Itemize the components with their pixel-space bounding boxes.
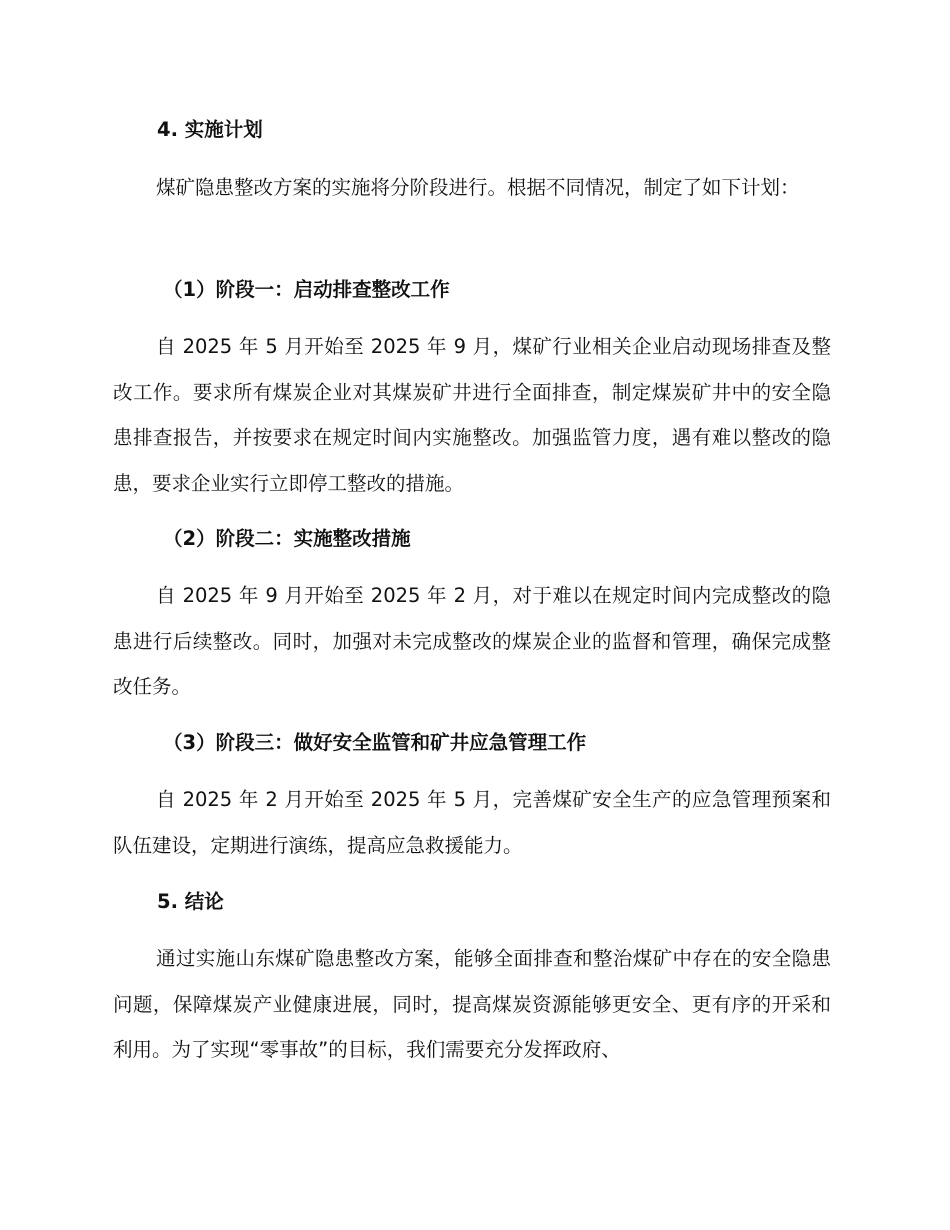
phase-2-title: （2）阶段二：实施整改措施	[163, 527, 411, 550]
section-4-intro: 煤矿隐患整改方案的实施将分阶段进行。根据不同情况，制定了如下计划：	[156, 176, 800, 199]
section-5-text: 通过实施山东煤矿隐患整改方案，能够全面排查和整治煤矿中存在的安全隐患问题，保障煤炭产业健康进展，同时，提高煤炭资源能够更安全、更有序的开采和利用。为了实现“零事故”的目标，我们需要充分发挥政府、	[113, 947, 831, 1061]
phase-3-text: 自 2025 年 2 月开始至 2025 年 5 月，完善煤矿安全生产的应急管理预案和队伍建设，定期进行演练，提高应急救援能力。	[113, 788, 831, 857]
phase-2-text: 自 2025 年 9 月开始至 2025 年 2 月，对于难以在规定时间内完成整改的隐患进行后续整改。同时，加强对未完成整改的煤炭企业的监督和管理，确保完成整改任务。	[113, 584, 831, 698]
phase-1-text: 自 2025 年 5 月开始至 2025 年 9 月，煤矿行业相关企业启动现场排查及整改工作。要求所有煤炭企业对其煤炭矿井进行全面排查，制定煤炭矿井中的安全隐患排查报告，并按要求在规定时间内实施整改。加强监管力度，遇有难以整改的隐患，要求企业实行立即停工整改的措施。	[113, 335, 831, 495]
section-5-title: 5. 结论	[157, 890, 224, 913]
section-4-title: 4. 实施计划	[157, 118, 263, 141]
phase-3-title: （3）阶段三：做好安全监管和矿井应急管理工作	[163, 731, 587, 754]
phase-1-title: （1）阶段一：启动排查整改工作	[163, 278, 450, 301]
